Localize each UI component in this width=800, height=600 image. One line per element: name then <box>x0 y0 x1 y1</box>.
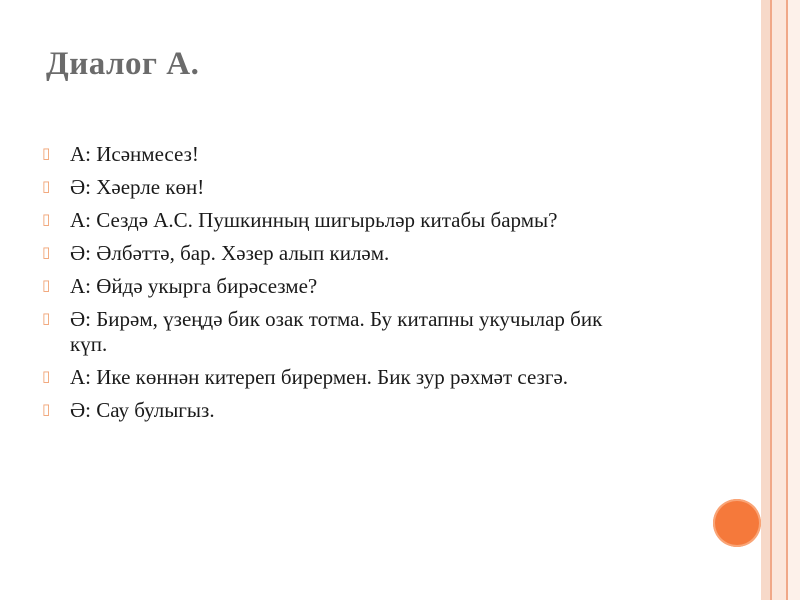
dialog-list <box>40 142 640 431</box>
bullet-icon: ▯ <box>42 278 51 294</box>
list-item <box>40 274 640 299</box>
dialog-line: Ә: Сау булыгыз. <box>70 398 215 422</box>
list-item <box>40 175 640 200</box>
list-item <box>40 241 640 266</box>
list-item <box>40 142 640 167</box>
border-stripe <box>788 0 800 600</box>
dialog-line: Ә: Әлбәттә, бар. Хәзер алып киләм. <box>70 241 390 265</box>
bullet-icon: ▯ <box>42 402 51 418</box>
dialog-line: А: Өйдә укырга бирәсезме? <box>70 274 318 298</box>
bullet-icon: ▯ <box>42 179 51 195</box>
slide-title: Диалог А. <box>46 46 200 82</box>
bullet-icon: ▯ <box>42 245 51 261</box>
dialog-line: А: Ике көннән китереп бирермен. Бик зур рәхмәт сезгә. <box>70 365 569 389</box>
dialog-line: А: Сездә А.С. Пушкинның шигырьләр китабы бармы? <box>70 208 558 232</box>
dialog-line: Ә: Бирәм, үзеңдә бик озак тотма. Бу китапны укучылар бик күп. <box>70 307 603 356</box>
dialog-line: Ә: Хәерле көн! <box>70 175 205 199</box>
bullet-icon: ▯ <box>42 146 51 162</box>
border-stripe <box>761 0 770 600</box>
list-item <box>40 398 640 423</box>
border-stripe <box>772 0 786 600</box>
bullet-icon: ▯ <box>42 311 51 327</box>
bullet-icon: ▯ <box>42 369 51 385</box>
bullet-icon: ▯ <box>42 212 51 228</box>
list-item <box>40 307 640 357</box>
list-item <box>40 365 640 390</box>
dialog-line: А: Исәнмесез! <box>70 142 199 166</box>
list-item <box>40 208 640 233</box>
accent-circle <box>713 499 761 547</box>
